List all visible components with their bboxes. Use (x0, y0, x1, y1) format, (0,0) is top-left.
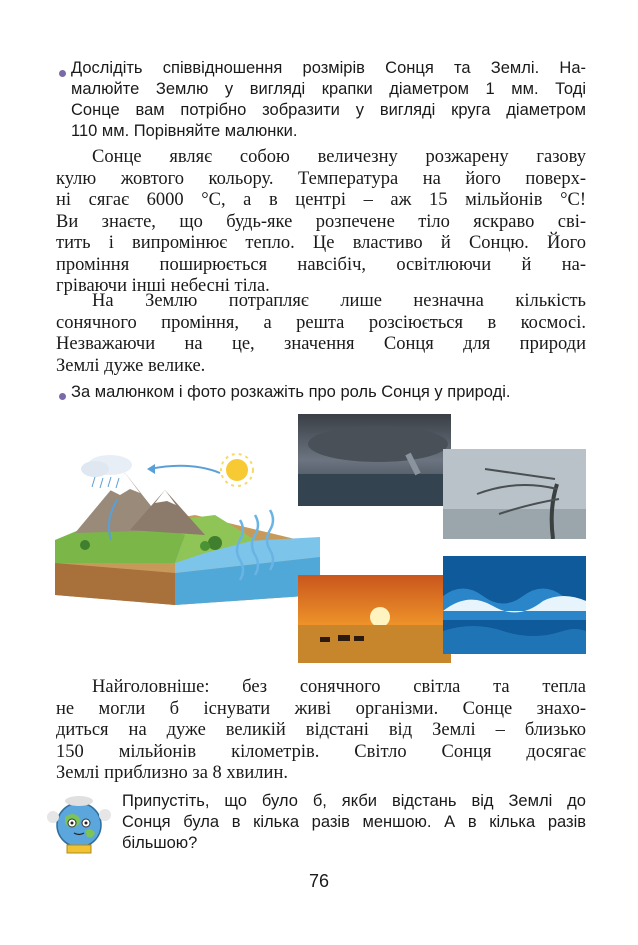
question-line: Припустіть, що було б, якби відстань від Землі до (122, 792, 586, 810)
bullet-icon (59, 393, 66, 400)
paragraph-line: Землі приблизно за 8 хвилин. (56, 763, 288, 783)
question-line: більшою? (122, 834, 198, 852)
paragraph-line: гріваючи інші небесні тіла. (56, 276, 270, 296)
paragraph-line: Сонце являє собою величезну розжарену газову (92, 147, 586, 167)
task-1-line: малюйте Землю у вигляді крапки діаметром 1 мм. Тоді (71, 80, 586, 98)
water-cycle-illustration (55, 445, 320, 605)
paragraph-line: 150 мільйонів кілометрів. Світло Сонця досягає (56, 741, 586, 762)
page-number: 76 (308, 871, 330, 891)
question-block (122, 791, 586, 854)
storm-photo (298, 414, 451, 506)
paragraph-line: диться на дуже великій відстані від Землі – близько (56, 720, 586, 740)
windy-tree-photo (443, 449, 586, 539)
question-line: Сонця була в кілька разів меншою. А в кілька разів (122, 813, 586, 831)
task-2-text: За малюнком і фото розкажіть про роль Сонця у природі. (71, 383, 511, 401)
paragraph-sun-radiation (56, 291, 586, 377)
paragraph-line: Найголовніше: без сонячного світла та тепла (92, 677, 586, 697)
sunset-savanna-photo (298, 575, 451, 663)
bullet-icon (59, 70, 66, 77)
paragraph-line: Незважаючи на це, значення Сонця для природи (56, 334, 586, 354)
task-1-line: Сонце вам потрібно зобразити у вигляді круга діаметром (71, 101, 586, 119)
task-1-line: Дослідіть співвідношення розмірів Сонця та Землі. На- (71, 59, 586, 77)
ocean-waves-photo (443, 556, 586, 654)
paragraph-line: кулю жовтого кольору. Температура на його поверх- (56, 168, 586, 189)
paragraph-line: ні сягає 6000 °С, а в центрі – аж 15 мільйонів °С! (56, 190, 586, 210)
task-1-line: 110 мм. Порівняйте малюнки. (71, 122, 298, 140)
paragraph-line: На Землю потрапляє лише незначна кількість (92, 291, 586, 311)
paragraph-line: не могли б існувати живі організми. Сонце знахо- (56, 698, 586, 719)
paragraph-line: Землі дуже велике. (56, 355, 206, 376)
paragraph-line: сонячного проміння, а решта розсіюється в космосі. (56, 312, 586, 333)
task-2 (71, 382, 586, 403)
paragraph-main-idea (56, 677, 586, 785)
paragraph-line: проміння поширюється навсібіч, освітлюючи й на- (56, 254, 586, 275)
globe-professor-icon (45, 787, 113, 859)
paragraph-sun-description (56, 147, 586, 298)
paragraph-line: Ви знаєте, що будь-яке розпечене тіло яскраво сві- (56, 211, 586, 232)
paragraph-line: тить і випромінює тепло. Це властиво й Сонцю. Його (56, 233, 586, 253)
task-1 (71, 58, 586, 142)
